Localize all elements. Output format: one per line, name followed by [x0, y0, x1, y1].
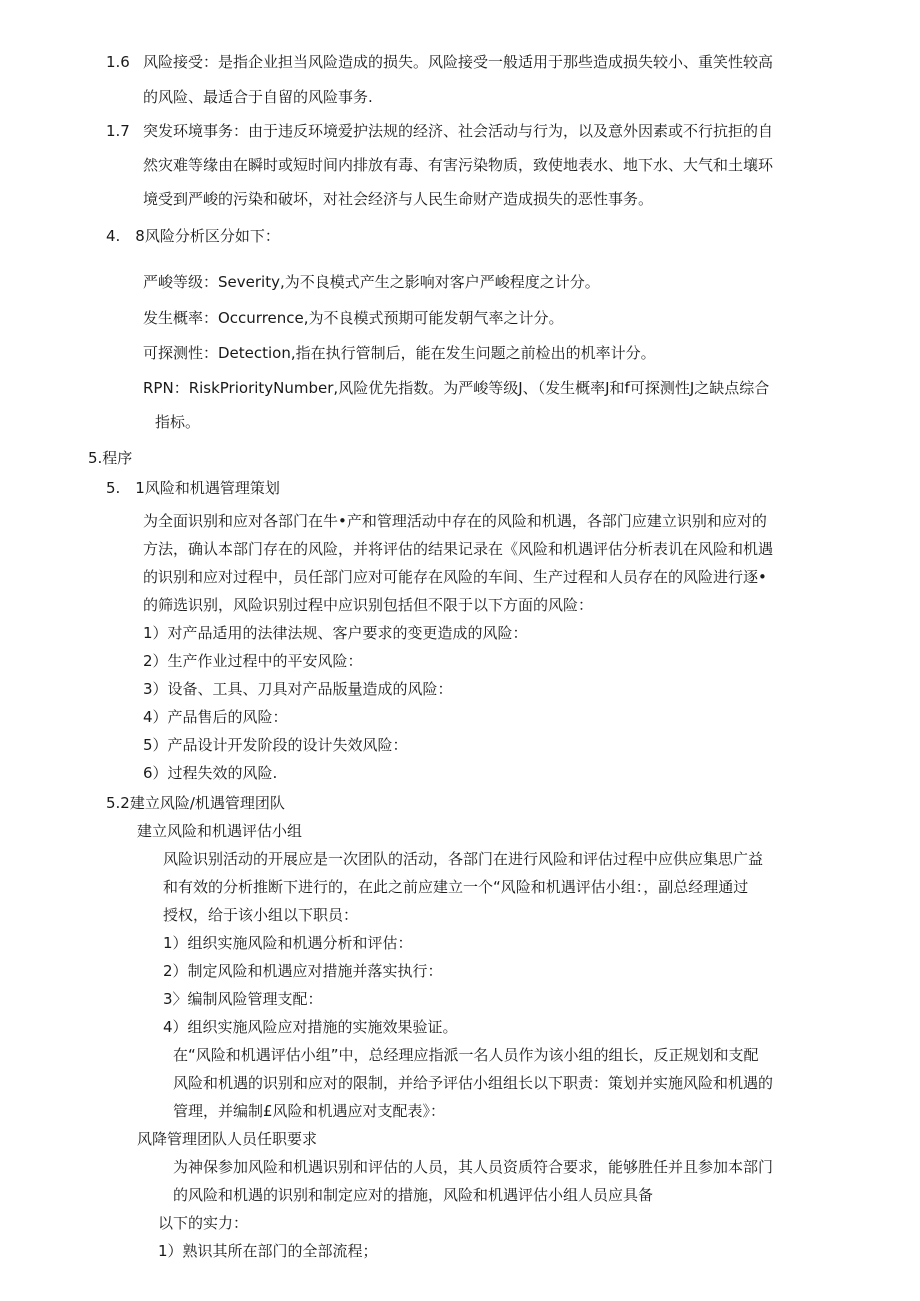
section-5-1-para-line-1: 为全面识别和应对各部门在牛•产和管理活动中存在的风险和机遇，各部门应建立识别和应对的	[143, 512, 767, 530]
list-item: 1）熟识其所在部门的全部流程；	[158, 1242, 378, 1260]
list-item: 2）生产作业过程中的平安风险：	[143, 652, 363, 670]
section-5-2-para-line-1: 风险识别活动的开展应是一次团队的活动，各部门在进行风险和评估过程中应供应集思广益	[163, 850, 764, 868]
list-item: 3〉编制风险管理支配：	[163, 990, 323, 1008]
section-5-1-para-line-4: 的筛选识别，风险识别过程中应识别包括但不限于以下方面的风险：	[143, 596, 594, 614]
section-5-2-team-leader-line-2: 风险和机遇的识别和应对的限制，并给予评估小组组长以下职责：策划并实施风险和机遇的	[173, 1074, 774, 1092]
section-5-2-requirement-line-2: 的风险和机遇的识别和制定应对的措施，风险和机遇评估小组人员应具备	[173, 1186, 654, 1204]
rpn-definition-line-1: RPN：RiskPriorityNumber,风险优先指数。为严峻等级J、（发生概率J和f可探测性J之缺点综合	[143, 379, 770, 397]
section-4-8-heading: 4. 8风险分析区分如下：	[106, 227, 280, 245]
occurrence-definition: 发生概率：Occurrence,为不良模式预期可能发朝气率之计分。	[143, 309, 564, 327]
section-5-1-para-line-2: 方法，确认本部门存在的风险，并将评估的结果记录在《风险和机遇评估分析表讥在风险和机遇	[143, 540, 774, 558]
list-item: 3）设备、工具、刀具对产品版量造成的风险：	[143, 680, 453, 698]
section-5-2-para-line-2: 和有效的分析推断下进行的，在此之前应建立一个“风险和机遇评估小组：，副总经理通过	[163, 878, 749, 896]
list-item: 5）产品设计开发阶段的设计失效风险：	[143, 736, 408, 754]
severity-definition: 严峻等级：Severity,为不良模式产生之影响对客户严峻程度之计分。	[143, 273, 600, 291]
section-5-heading: 5.程序	[88, 449, 133, 467]
section-5-2-sub-heading-1: 建立风险和机遇评估小组	[137, 822, 303, 840]
list-item: 2）制定风险和机遇应对措施并落实执行：	[163, 962, 443, 980]
section-5-2-requirement-line-3: 以下的实力：	[158, 1214, 249, 1232]
section-5-2-sub-heading-2: 风降管理团队人员任职要求	[137, 1130, 318, 1148]
section-5-2-requirement-line-1: 为神保参加风险和机遇识别和评估的人员，其人员资质符合要求，能够胜任并且参加本部门	[173, 1158, 774, 1176]
rpn-definition-line-2: 指标。	[155, 413, 201, 431]
list-item: 1）对产品适用的法律法规、客户要求的变更造成的风险：	[143, 624, 528, 642]
section-5-2-para-line-3: 授权，给于该小组以下职员：	[163, 906, 359, 924]
section-5-2-team-leader-line-1: 在“风险和机遇评估小组”中，总经理应指派一名人员作为该小组的组长，反正规划和支配	[173, 1046, 759, 1064]
section-1-7-text-line-2: 然灾难等缘由在瞬时或短时间内排放有毒、有害污染物质，致使地表水、地下水、大气和土壤环	[143, 156, 774, 174]
list-item: 4）组织实施风险应对措施的实施效果验证。	[163, 1018, 458, 1036]
section-1-6-number: 1.6	[106, 53, 130, 71]
detection-definition: 可探测性：Detection,指在执行管制后，能在发生问题之前检出的机率计分。	[143, 344, 656, 362]
section-5-1-para-line-3: 的识别和应对过程中，员任部门应对可能存在风险的车间、生产过程和人员存在的风险进行逐•	[143, 568, 767, 586]
section-1-7-number: 1.7	[106, 122, 130, 140]
section-1-7-text-line-3: 境受到严峻的污染和破坏，对社会经济与人民生命财产造成损失的恶性事务。	[143, 190, 654, 208]
section-1-7-text-line-1: 突发环境事务：由于违反环境爱护法规的经济、社会活动与行为，以及意外因素或不行抗拒的自	[143, 122, 774, 140]
section-1-6-text-line-1: 风险接受：是指企业担当风险造成的损失。风险接受一般适用于那些造成损失较小、重笑性较高	[143, 53, 774, 71]
section-5-1-heading: 5. 1风险和机遇管理策划	[106, 479, 280, 497]
list-item: 4）产品售后的风险：	[143, 708, 288, 726]
section-5-2-heading: 5.2建立风险/机遇管理团队	[106, 794, 285, 812]
section-5-2-team-leader-line-3: 管理，并编制£风险和机遇应对支配表》：	[173, 1102, 446, 1120]
list-item: 1）组织实施风险和机遇分析和评估：	[163, 934, 413, 952]
list-item: 6）过程失效的风险.	[143, 764, 278, 782]
section-1-6-text-line-2: 的风险、最适合于自留的风险事务.	[143, 88, 373, 106]
